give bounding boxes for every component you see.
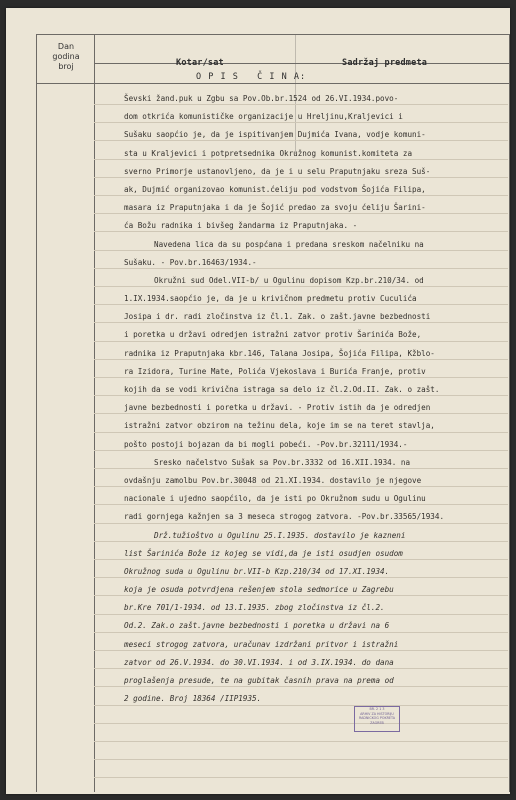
document-title: O P I S Č I N A: — [196, 72, 307, 82]
body-line: list Šarinića Bože iz kojeg se vidi,da je isti osudjen osudom — [124, 548, 403, 558]
body-line: proglašenja presude, te na gubitak časnih prava na prema od — [124, 676, 394, 685]
body-line: Okružni sud Odel.VII-b/ u Ogulinu dopisom Kzp.br.210/34. od — [154, 275, 424, 285]
body-line: masara iz Praputnjaka i da je Šojić predao za svoju ćeliju Šarini- — [124, 203, 426, 213]
ruling-line — [94, 759, 508, 760]
body-line: meseci strogog zatvora, uračunav izdržani pritvor i istražni — [124, 639, 399, 649]
body-line: istražni zatvor obzirom na težinu dela, koje im se na teret stavlja, — [124, 421, 435, 431]
top-border-line — [36, 34, 510, 35]
body-line: Od.2. Zak.o zašt.javne bezbednosti i poretka u državi na 6 — [124, 621, 390, 631]
column-header-sadrzaj: Sadržaj predmeta — [342, 58, 428, 68]
body-line: Sušaku. - Pov.br.16463/1934.- — [124, 257, 257, 267]
body-line: kojih da se vodi krivična istraga sa delo iz čl.2.Od.II. Zak. o zašt. — [124, 385, 440, 394]
date-column-header — [38, 42, 94, 72]
body-line: javne bezbednosti i poretka u državi. - Protiv istih da je odredjen — [124, 403, 431, 413]
right-border-line — [509, 34, 510, 792]
body-line: sta u Kraljevici i potpretsednika Okružnog komunist.komiteta za — [124, 148, 413, 158]
document-body — [124, 90, 508, 708]
ruling-line — [94, 777, 508, 778]
column-header-kotar: Kotar/sat — [176, 58, 224, 68]
body-line: koja je osuda potvrdjena rešenjem stola sedmorice u Zagrebu — [124, 585, 394, 595]
body-line: Josipa i dr. radi zločinstva iz čl.1. Zak. o zašt.javne bezbednosti — [124, 312, 431, 322]
body-line: br.Kre 701/1-1934. od 13.I.1935. zbog zločinstva iz čl.2. — [124, 603, 385, 613]
body-line: ak, Dujmić organizovao komunist.ćeliju pod vodstvom Šojića Filipa, — [124, 184, 426, 194]
header-dan: Dan — [57, 42, 75, 51]
body-line: nacionale i ujedno saopćilo, da je isti po Okružnom sudu u Ogulinu — [124, 494, 426, 504]
left-border-line — [36, 34, 37, 792]
body-line: sverno Primorje ustanovljeno, da je i u selu Praputnjaku sreza Suš- — [124, 166, 431, 176]
body-line: i poretka u državi odredjen istražni zatvor protiv Šarinića Bože, — [124, 330, 422, 340]
header-godina: godina — [52, 52, 80, 61]
body-line: ovdašnju zamolbu Pov.br.30048 od 21.XI.1934. dostavilo je njegove — [124, 475, 422, 485]
stamp-line-4: ZAGREB — [370, 720, 384, 725]
body-line: Okružnog suda u Ogulinu br.VII-b Kzp.210/34 od 17.XI.1934. — [124, 566, 390, 576]
header-separator-line — [94, 63, 510, 64]
body-line: ra Izidora, Turine Mate, Polića Vjekoslava i Burića Franje, protiv — [124, 366, 426, 376]
archive-stamp — [354, 706, 400, 732]
stamp-line-3: RADNIČKOG POKRETA — [358, 716, 395, 721]
body-line: Ševski žand.puk u Zgbu sa Pov.Ob.br.1524 od 26.VI.1934.povo- — [124, 94, 399, 103]
stamp-line-1: BR. 2 1 3 — [369, 707, 385, 711]
title-underline — [36, 83, 510, 84]
body-line: 1.IX.1934.saopćio je, da je u krivičnom predmetu protiv Cuculića — [124, 294, 417, 304]
body-line: Drž.tužioštvo u Ogulinu 25.I.1935. dostavilo je kazneni — [154, 530, 406, 540]
header-broj: broj — [58, 62, 74, 71]
stamp-line-2: ARHIV ZA HISTORIJU — [360, 711, 394, 716]
body-line: 2 godine. Broj 18364 /IIP1935. — [124, 694, 262, 704]
body-line: zatvor od 26.V.1934. do 30.VI.1934. i od 3.IX.1934. do dana — [124, 657, 394, 667]
body-line: Sušaku saopćio je, da je ispitivanjem Dujmića Ivana, vodje komuni- — [124, 130, 426, 140]
body-line: Navedena lica da su pospćana i predana sreskom načelniku na — [154, 239, 424, 249]
ruling-line — [94, 741, 508, 742]
body-line: radi gornjega kažnjen sa 3 meseca strogog zatvora. -Pov.br.33565/1934. — [124, 512, 445, 522]
body-line: ća Božu radnika i bivšeg žandarma iz Praputnjaka. - — [124, 221, 358, 231]
body-line: Sresko načelstvo Sušak sa Pov.br.3332 od 16.XII.1934. na — [154, 457, 411, 467]
body-line: pošto postoji bojazan da bi mogli pobeći. -Pov.br.32111/1934.- — [124, 439, 408, 449]
document-sheet — [6, 8, 510, 794]
body-line: radnika iz Praputnjaka kbr.146, Talana Josipa, Šojića Filipa, Kžblo- — [124, 348, 435, 358]
body-line: dom otkrića komunističke organizacije u Hreljinu,Kraljevici i — [124, 112, 403, 122]
